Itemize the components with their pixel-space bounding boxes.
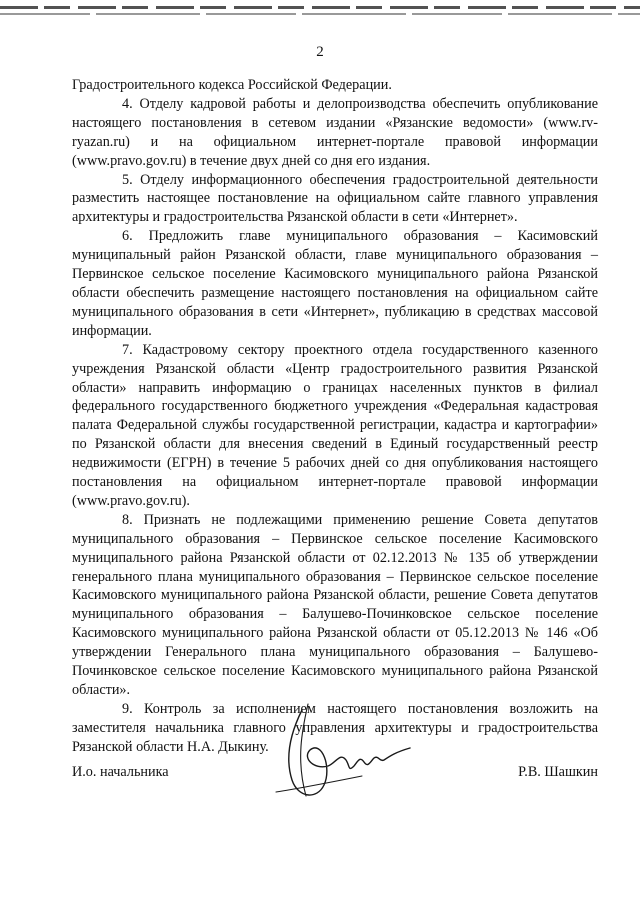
paragraph-item-7: 7. Кадастровому сектору проектного отдела государственного казенного учреждения Рязанской области «Центр градостроительного развития Рязанской области» направить информацию о границах населенных пунктов в филиал федерального государственного бюджетного учреждения «Федеральная кадастровая палата Федеральной службы государственной регистрации, кадастра и картографии» по Рязанской области для внесения сведений в Единый государственный реестр недвижимости (ЕГРН) в течение 5 рабочих дней со дня опубликования настоящего постановления на официальном интернет-портале правовой информации (www.pravo.gov.ru). (72, 341, 598, 509)
scan-edge-line (0, 6, 640, 9)
handwritten-signature (262, 700, 432, 810)
document-body (72, 76, 598, 757)
signatory-title: И.о. начальника (72, 764, 169, 780)
paragraph-item-9: 9. Контроль за исполнением настоящего постановления возложить на заместителя начальника главного управления архитектуры и градостроительства Рязанской области Н.А. Дыкину. (72, 700, 598, 755)
paragraph-item-8: 8. Признать не подлежащими применению решение Совета депутатов муниципального образования – Первинское сельское поселение Касимовского муниципального района Рязанской области от 02.12.2013 № 135 об утверждении генерального плана муниципального образования – Первинское сельское поселение Касимовского муниципального района Рязанской области, решение Совета депутатов муниципального образования – Балушево-Починковское сельское поселение Касимовского муниципального района Рязанской области от 05.12.2013 № 146 «Об утверждении Генерального плана муниципального образования – Балушево-Починковское сельское поселение Касимовского муниципального района Рязанской области». (72, 511, 598, 698)
paragraph-item-4: 4. Отделу кадровой работы и делопроизводства обеспечить опубликование настоящего постановления в сетевом издании «Рязанские ведомости» (www.rv-ryazan.ru) и на официальном интернет-портале правовой информации (www.pravo.gov.ru) в течение двух дней со дня его издания. (72, 95, 598, 169)
signature-block (72, 764, 598, 784)
signatory-name: Р.В. Шашкин (518, 764, 598, 780)
paragraph-item-6: 6. Предложить главе муниципального образования – Касимовский муниципальный район Рязанской области, главе муниципального образования – Первинское сельское поселение Касимовского муниципального района Рязанской области обеспечить размещение настоящего постановления на официальном сайте муниципального образования в сети «Интернет», публикацию в средствах массовой информации. (72, 228, 598, 339)
page-number: 2 (316, 44, 324, 60)
paragraph-item-5: 5. Отделу информационного обеспечения градостроительной деятельности разместить настоящее постановление на официальном сайте главного управления архитектуры и градостроительства Рязанской области в сети «Интернет». (72, 171, 598, 226)
paragraph-continuation: Градостроительного кодекса Российской Федерации. (72, 77, 392, 93)
scan-edge-line-secondary (0, 13, 640, 15)
